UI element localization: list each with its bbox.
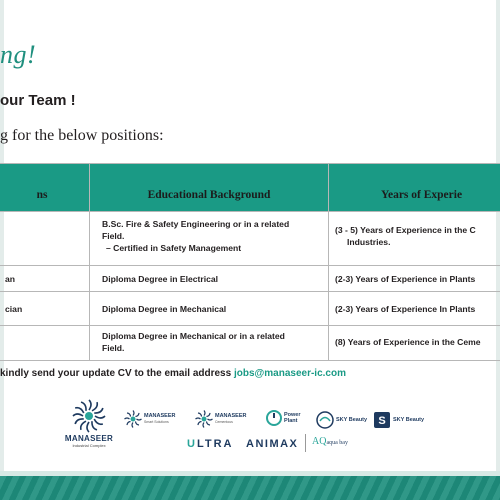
sky-beauty-logo xyxy=(316,411,367,429)
positions-table xyxy=(0,163,500,361)
manaseer-small-sun-icon xyxy=(195,410,213,428)
education-line: Field. xyxy=(102,343,125,353)
aq-logo-sub: aqua bay xyxy=(326,440,348,446)
main-logo-name: MANASEER xyxy=(64,434,114,443)
position-cell: an xyxy=(0,266,90,292)
ultra-logo xyxy=(187,438,233,450)
experience-line: (3 - 5) Years of Experience in the C xyxy=(335,225,476,235)
education-cell xyxy=(90,326,329,361)
table-row xyxy=(0,266,500,292)
logo-name: MANASEER xyxy=(215,413,247,419)
education-cell xyxy=(90,212,329,266)
experience-line: (8) Years of Experience in the Ceme xyxy=(335,337,481,347)
experience-cell xyxy=(329,212,500,266)
manaseer-sun-icon xyxy=(72,399,106,433)
aq-logo xyxy=(312,436,348,447)
apply-email-link[interactable]: jobs@manaseer-ic.com xyxy=(233,368,346,379)
experience-cell xyxy=(329,266,500,292)
logo-sub: Smart Solutions xyxy=(144,420,169,424)
table-header-row xyxy=(0,164,500,212)
logo-name: Power xyxy=(284,412,301,418)
animax-logo: ANIMAX xyxy=(246,438,299,450)
logo-sub: Cementous xyxy=(215,420,233,424)
position-cell xyxy=(0,212,90,266)
sky-beauty-icon xyxy=(316,411,334,429)
apply-text: kindly send your update CV to the email address xyxy=(0,368,234,379)
logo-divider xyxy=(305,434,306,452)
logo-name: MANASEER xyxy=(144,413,176,419)
manaseer-cement-logo xyxy=(195,410,246,428)
experience-line: (2-3) Years of Experience In Plants xyxy=(335,304,476,314)
header-experience: Years of Experie xyxy=(329,164,500,212)
logo-name-2: Plant xyxy=(284,418,298,424)
ultra-logo-u: U xyxy=(187,438,197,450)
manaseer-smart-logo xyxy=(124,410,175,428)
education-cell xyxy=(90,266,329,292)
experience-line: Industries. xyxy=(347,237,391,247)
intro-text: g for the below positions: xyxy=(0,127,164,144)
table-row xyxy=(0,292,500,326)
aq-logo-main: AQ xyxy=(312,436,327,447)
svg-text:S: S xyxy=(378,415,386,427)
manaseer-small-sun-icon xyxy=(124,410,142,428)
education-line: Field. xyxy=(102,231,125,241)
position-cell xyxy=(0,326,90,361)
table-row xyxy=(0,212,500,266)
logo-name: SKY Beauty xyxy=(336,417,368,423)
ultra-logo-rest: LTRA xyxy=(196,438,234,450)
table-row xyxy=(0,326,500,361)
main-logo-tag: Industrial Complex xyxy=(72,443,106,448)
manaseer-main-logo xyxy=(58,399,120,448)
education-line: Diploma Degree in Mechanical or in a related xyxy=(102,331,285,341)
education-cell xyxy=(90,292,329,326)
education-line: B.Sc. Fire & Safety Engineering or in a related xyxy=(102,219,290,229)
sky-beauty-alt-logo xyxy=(373,411,424,429)
education-line: Diploma Degree in Mechanical xyxy=(102,304,227,314)
experience-line: (2-3) Years of Experience in Plants xyxy=(335,274,476,284)
hiring-heading: ng! xyxy=(0,40,37,69)
header-positions: ns xyxy=(0,164,90,212)
logo-name: SKY Beauty xyxy=(393,417,425,423)
position-cell: cian xyxy=(0,292,90,326)
join-team-heading: our Team ! xyxy=(0,92,76,109)
education-certification: – Certified in Safety Management xyxy=(106,243,242,253)
experience-cell xyxy=(329,326,500,361)
apply-instructions xyxy=(0,368,346,379)
sky-beauty-s-icon xyxy=(373,411,391,429)
power-plant-logo xyxy=(266,410,301,426)
experience-cell xyxy=(329,292,500,326)
power-plant-icon xyxy=(266,410,282,426)
header-education: Educational Background xyxy=(90,164,329,212)
education-line: Diploma Degree in Electrical xyxy=(102,274,219,284)
footer-band xyxy=(0,476,500,500)
